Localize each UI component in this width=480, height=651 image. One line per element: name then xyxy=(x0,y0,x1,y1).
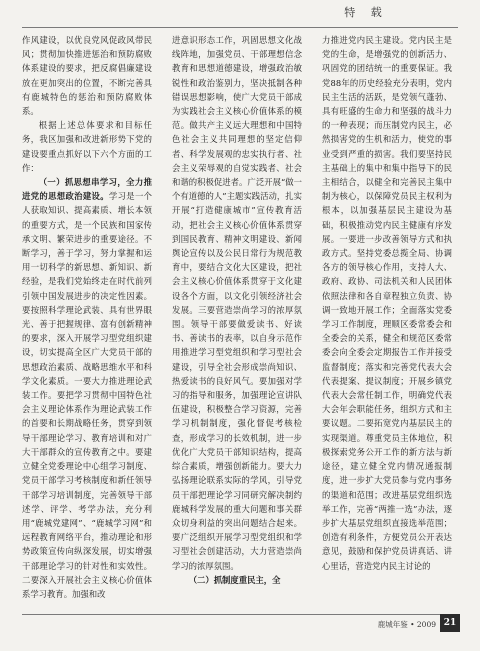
paragraph: 作风建设，以优良党风促政风带民风；贯彻加快推进惩治和预防腐败体系建设的要求，把反腐倡廉建设放在更加突出的位置，不断完善具有鹿城特色的惩治和预防腐败体系。 xyxy=(22,35,152,117)
page-number: 21 xyxy=(440,614,460,632)
text-column-2 xyxy=(172,33,302,587)
page-header xyxy=(0,0,480,30)
paragraph xyxy=(22,175,152,601)
subheading: （二）抓制度重民主，全 xyxy=(188,574,281,585)
subheading: （一）抓思想串学习，全力推进党的思想政治建设。 xyxy=(22,177,152,202)
paragraph: 根据上述总体要求和目标任务，我区加强和改进新形势下党的建设要重点抓好以下六个方面的工作： xyxy=(22,120,152,173)
paragraph: 力推进党内民主建设。党内民主是党的生命，是增强党的创新活力、巩固党的团结统一的重要保证。我党88年的历史经验充分表明，党内民主生活的活跃，是党领气蓬勃、具有旺盛的生命力和坚强的战斗力的一种表现；而压制党内民主，必然损害党的生机和活力，使党的事业受到严重的损害。我们要坚持民主基础上的集中和集中指导下的民主相结合，以健全和完善民主集中制为核心，以保障党员民主权利为根本，以加强基层民主建设为基础，积极推动党内民主健康有序发展。一要进一步改善领导方式和执政方式。坚持党委总揽全局、协调各方的领导核心作用，支持人大、政府、政协、司法机关和人民团体依照法律和各自章程独立负责、协调一致地开展工作；全面落实党委学习工作制度，理顺区委常委会和全委会的关系，健全和规范区委常委会向全委会定期报告工作并接受监督制度；落实和完善党代表大会代表提案、提议制度；开展乡镇党代表大会常任制工作，明确党代表大会年会职能任务，组织方式和主要议题。二要拓宽党内基层民主的实现渠道。尊重党员主体地位，积极探索党务公开工作的新方法与新途径，建立健全党内情况通报制度，进一步扩大党员参与党内事务的渠道和范围；改进基层党组织选举工作，完善“两推一选”办法，逐步扩大基层党组织直接选举范围；创造有利条件，方便党员公开表达意见，鼓励和保护党员讲真话、讲心里话，营造党内民主讨论的 xyxy=(322,35,452,571)
text-column-1 xyxy=(22,33,152,601)
paragraph-text: 学习是一个人获取知识、提高素质、增长本领的重要方式，是一个民族和国家传承文明、繁荣进步的重要途径。不断学习，善于学习，努力掌握和运用一切科学的新思想、新知识、新经验，是我们党始终走在时代前列引领中国发展进步的决定性因素。要按照科学理论武装、具有世界眼光、善于把握规律、富有创新精神的要求，深入开展学习型党组织建设，切实提高全区广大党员干部的思想政治素质、战略思维水平和科学文化素质。一要大力推进理论武装工作。要把学习贯彻中国特色社会主义理论体系作为理论武装工作的首要和长期战略任务，贯穿到领导干部理论学习、教育培训和对广大干部群众的宣传教育之中。要建立健全党委理论中心组学习制度、党员干部学习考核制度和新任领导干部学习培训制度，完善领导干部述学、评学、考学办法，充分利用“鹿城党建网”、“鹿城学习网”和远程教育网络平台，推动理论和形势政策宣传向纵深发展，切实增强干部理论学习的针对性和实效性。二要深入开展社会主义核心价值体系学习教育。加强和改 xyxy=(22,191,153,599)
issue-label: 鹿城年鉴 • 2009 xyxy=(377,620,436,629)
paragraph xyxy=(172,573,302,587)
text-column-3 xyxy=(322,33,452,573)
header-rule xyxy=(22,27,458,28)
footer-rule xyxy=(22,614,458,615)
section-label: 特 载 xyxy=(344,6,388,19)
paragraph: 进意识形态工作，巩固思想文化战线阵地，加强党员、干部理想信念教育和思想道德建设，增强政治敏锐性和政治鉴别力，坚决抵制各种错误思想影响，使广大党员干部成为实践社会主义核心价值体系的模范。做共产主义远大理想和中国特色社会主义共同理想的坚定信仰者、科学发展观的忠实执行者、社会主义荣辱观的自觉实践者、社会和谐的积极促进者。广泛开展“做一个有道德的人”主题实践活动，扎实开展“打造健康城市”宣传教育活动，把社会主义核心价值体系贯穿到国民教育、精神文明建设、新闻舆论宣传以及公民日常行为规范教育中，要结合文化大区建设，把社会主义核心价值体系贯穿于文化建设各个方面，以文化引领经济社会发展。三要营造崇尚学习的浓厚氛围。领导干部要做爱读书、好读书、善读书的表率，以自身示范作用推进学习型党组织和学习型社会建设，引导全社会形成崇尚知识、热爱读书的良好风气。要加强对学习的指导和服务，加强理论宣讲队伍建设，积极整合学习资源，完善学习机制制度，强化督促考核检查，形成学习的长效机制，进一步优化广大党员干部知识结构，提高综合素质，增强创新能力。要大力弘扬理论联系实际的学风，引导党员干部把理论学习同研究解决制约鹿城科学发展的重大问题和事关群众切身利益的突出问题结合起来。要广泛组织开展学习型党组织和学习型社会创建活动，大力营造崇尚学习的浓厚氛围。 xyxy=(172,35,302,571)
